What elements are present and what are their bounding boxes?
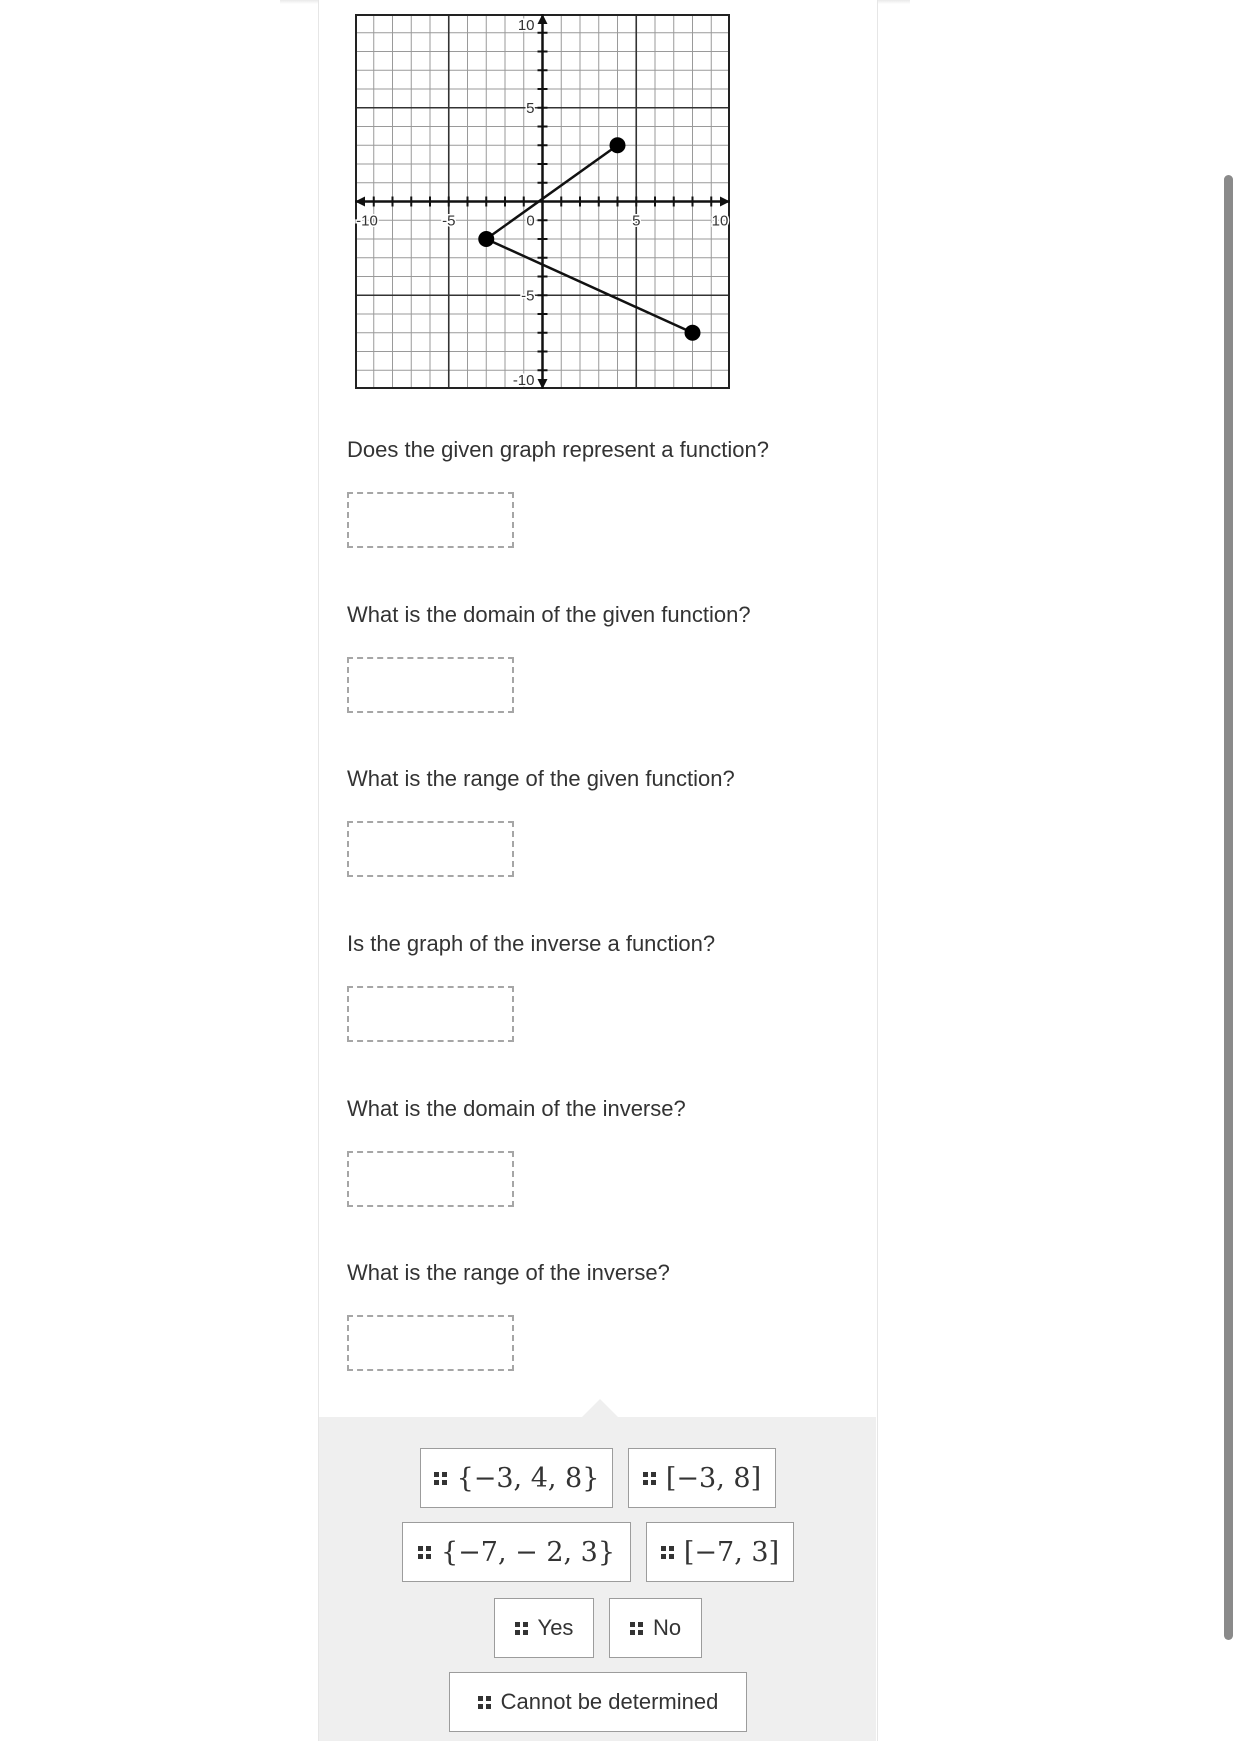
choice-interval-neg7-3[interactable]	[646, 1522, 794, 1582]
y-tick-label: -5	[521, 287, 535, 305]
choice-label: [−3, 8]	[665, 1462, 762, 1494]
coordinate-graph	[355, 14, 730, 389]
answer-drop-zone-inverse-domain[interactable]	[347, 1151, 514, 1207]
drag-handle-icon	[515, 1622, 528, 1635]
choice-yes[interactable]	[494, 1598, 594, 1658]
answer-drop-zone-inverse-is-function[interactable]	[347, 986, 514, 1042]
choice-label: {−3, 4, 8}	[456, 1462, 600, 1494]
question-inverse-is-function: Is the graph of the inverse a function?	[347, 931, 716, 956]
y-tick-label: 5	[526, 99, 535, 117]
x-tick-label: -10	[356, 212, 378, 230]
answer-drop-zone-inverse-range[interactable]	[347, 1315, 514, 1371]
graph-point	[610, 137, 626, 153]
x-tick-label: 10	[711, 212, 729, 230]
x-tick-label: 5	[632, 212, 641, 230]
drag-handle-icon	[418, 1546, 431, 1559]
question-range: What is the range of the given function?	[347, 766, 735, 791]
graph-point	[685, 325, 701, 341]
drag-handle-icon	[661, 1546, 674, 1559]
choice-label: [−7, 3]	[683, 1536, 780, 1568]
question-domain: What is the domain of the given function?	[347, 602, 751, 627]
drag-handle-icon	[630, 1622, 643, 1635]
answer-drop-zone-range[interactable]	[347, 821, 514, 877]
answer-drop-zone-domain[interactable]	[347, 657, 514, 713]
x-tick-label: -5	[442, 212, 456, 230]
question-inverse-domain: What is the domain of the inverse?	[347, 1096, 686, 1121]
y-tick-label: -10	[512, 372, 535, 389]
choice-label: No	[652, 1615, 682, 1640]
drag-handle-icon	[434, 1472, 447, 1485]
choice-set-neg7-neg2-3[interactable]	[402, 1522, 631, 1582]
answer-drop-zone-is-function[interactable]	[347, 492, 514, 548]
choice-set-neg3-4-8[interactable]	[420, 1448, 613, 1508]
graph-svg	[355, 14, 730, 389]
x-tick-label: 0	[526, 212, 535, 230]
choice-cannot-be-determined[interactable]	[449, 1672, 747, 1732]
scrollbar[interactable]	[1224, 175, 1233, 1640]
choice-label: {−7, − 2, 3}	[440, 1536, 616, 1568]
tray-pointer	[582, 1399, 618, 1417]
drag-handle-icon	[478, 1696, 491, 1709]
drag-handle-icon	[643, 1472, 656, 1485]
choice-label: Cannot be determined	[500, 1689, 719, 1714]
choice-label: Yes	[537, 1615, 574, 1640]
graph-point	[478, 231, 494, 247]
choice-no[interactable]	[609, 1598, 702, 1658]
question-inverse-range: What is the range of the inverse?	[347, 1260, 670, 1285]
graph-segment	[486, 145, 617, 239]
y-tick-label: 10	[517, 17, 535, 34]
graph-segment	[486, 239, 692, 333]
choice-interval-neg3-8[interactable]	[628, 1448, 776, 1508]
question-is-function: Does the given graph represent a function?	[347, 437, 769, 462]
